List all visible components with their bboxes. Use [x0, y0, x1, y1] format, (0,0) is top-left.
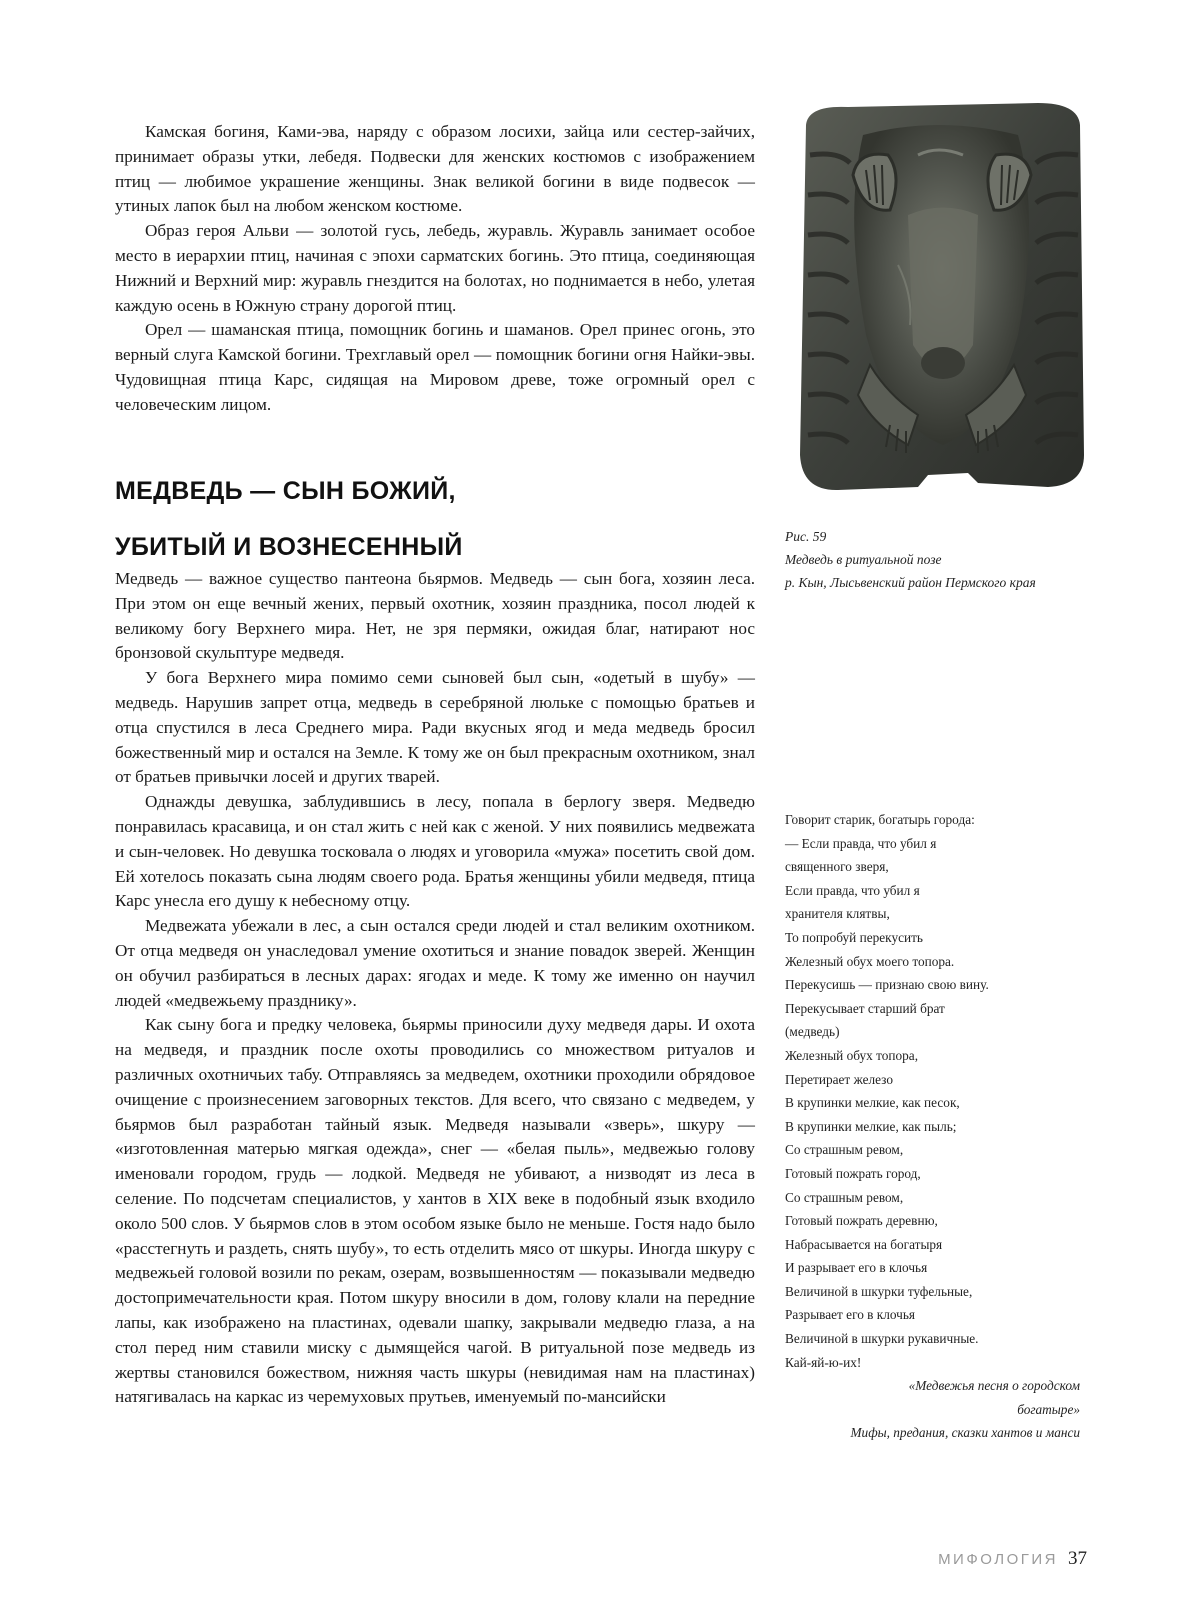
poem-line: В крупинки мелкие, как песок, — [785, 1095, 960, 1111]
poem-line: Со страшным ревом, — [785, 1189, 904, 1205]
poem-line: То попробуй перекусить — [785, 929, 924, 945]
paragraph: Как сыну бога и предку человека, бьярмы приносили духу медведя дары. И охота на медведя, и праздник после охоты проводились со множеством ритуалов и различных охотничьих табу. Отправляясь за медведем, охотники проходили обрядовое очищение с произнесением заговорных текстов. Для всего, что связано с медведем, у бьярмов был разработан тайный язык. Медведя называли «зверь», шкуру — «изготовленная матерью мягкая одежда», снег — «белая пыль», медвежью голову именовали городом, грудь — лодкой. Медведя не убивают, а низводят из леса в селение. По подсчетам специалистов, у хантов в XIX веке в подобный язык входило около 500 слов. У бьярмов слов в этом особом языке было не меньше. Гостя надо было «расстегнуть и раздеть, снять шубу», то есть отделить мясо от шкуры. Иногда шкуру с медвежьей головой возили по рекам, озерам, возвышенностям — показывали медведю достопримечательности края. Потом шкуру вносили в дом, голову клали на передние лапы, как изображено на пластинах, одевали шапку, закрывали медведю глаза, а на стол перед ним ставили миску с дымящейся чагой. В ритуальной позе медведь из жертвы становился божеством, нижняя часть шкуры (невидимая нам на пластинах) натягивалась на каркас из черемуховых прутьев, именуемый по-мансийски — [115, 1015, 755, 1407]
poem-source-title-cont: богатыре» — [1017, 1401, 1080, 1417]
page-footer — [938, 1548, 1087, 1570]
poem-line: Со страшным ревом, — [785, 1142, 904, 1158]
heading-line-1: МЕДВЕДЬ — СЫН БОЖИЙ, — [115, 477, 456, 505]
body-text — [115, 567, 755, 1410]
poem-line: Говорит старик, богатырь города: — [785, 812, 975, 827]
poem-line: В крупинки мелкие, как пыль; — [785, 1118, 957, 1134]
bear-plate-photo — [778, 95, 1098, 495]
poem-line: Величиной в шкурки рукавичные. — [785, 1331, 979, 1347]
paragraph: Образ героя Альви — золотой гусь, лебедь, журавль. Журавль занимает особое место в иерархии птиц, начиная с эпохи сарматских богинь. Это птица, соединяющая Нижний и Верхний мир: журавль гнездится на болотах, но поднимается в небо, улетая каждую осень в Южную страну дорогой птиц. — [115, 221, 755, 315]
poem-line: — Если правда, что убил я — [785, 835, 937, 851]
poem-line: Готовый пожрать город, — [785, 1165, 921, 1181]
intro-text — [115, 120, 755, 418]
page-number: 37 — [1068, 1548, 1087, 1569]
poem-source-title: «Медвежья песня о городском — [908, 1378, 1080, 1394]
section-name: МИФОЛОГИЯ — [938, 1551, 1058, 1568]
poem-line: Готовый пожрать деревню, — [785, 1213, 938, 1229]
paragraph: Однажды девушка, заблудившись в лесу, попала в берлогу зверя. Медведю понравилась красавица, и он стал жить с ней как с женой. У них появились медвежата и сын-человек. Но девушка тосковала о людях и уговорила «мужа» посетить свой дом. Ей хотелось показать сына людям своего рода. Братья женщины убили медведя, птица Карс унесла его душу к небесному отцу. — [115, 792, 755, 911]
poem-line: Перекусывает старший брат — [785, 1000, 945, 1016]
poem-line: Если правда, что убил я — [785, 882, 920, 898]
paragraph: Камская богиня, Ками-эва, наряду с образом лосихи, зайца или сестер-зайчих, принимает образы утки, лебедя. Подвески для женских костюмов с изображением птиц — любимое украшение женщины. Знак великой богини в виде подвесок — утиных лапок был на любом женском костюме. — [115, 122, 755, 216]
poem-line: Разрывает его в клочья — [785, 1307, 916, 1323]
heading-line-2: УБИТЫЙ И ВОЗНЕСЕННЫЙ — [115, 533, 463, 561]
poem-sidebar — [785, 808, 1105, 1445]
poem-line: Кай-яй-ю-их! — [785, 1354, 862, 1370]
poem-line: священного зверя, — [785, 859, 889, 875]
figure-number: Рис. 59 — [785, 529, 827, 544]
poem-line: Железный обух топора, — [785, 1047, 919, 1063]
poem-line: Железный обух моего топора. — [785, 953, 955, 969]
paragraph: Медвежата убежали в лес, а сын остался среди людей и стал великим охотником. От отца медведя он унаследовал умение охотиться и знание повадок зверей. Женщин он обучил разбираться в лесных дарах: ягодах и меде. К тому же именно он научил людей «медвежьему празднику». — [115, 916, 755, 1010]
poem-line: Перекусишь — признаю свою вину. — [785, 977, 989, 993]
poem-source-book: Мифы, предания, сказки хантов и манси — [850, 1425, 1080, 1441]
poem-line: хранителя клятвы, — [785, 906, 890, 922]
figure-title: Медведь в ритуальной позе — [785, 552, 942, 567]
figure-caption — [785, 525, 1115, 594]
poem-line: Набрасывается на богатыря — [785, 1236, 943, 1252]
paragraph: Медведь — важное существо пантеона бьярмов. Медведь — сын бога, хозяин леса. При этом он еще вечный жених, первый охотник, хозяин праздника, посол людей к великому богу Верхнего мира. Нет, не зря пермяки, ожидая благ, натирают нос бронзовой скульптуре медведя. — [115, 569, 755, 663]
figure-place: р. Кын, Лысьвенский район Пермского края — [785, 575, 1036, 590]
poem-line: Величиной в шкурки туфельные, — [785, 1283, 973, 1299]
paragraph: Орел — шаманская птица, помощник богинь и шаманов. Орел принес огонь, это верный слуга Камской богини. Трехглавый орел — помощник богини огня Найки-эвы. Чудовищная птица Карс, сидящая на Мировом древе, тоже огромный орел с человеческим лицом. — [115, 320, 755, 414]
poem-line: (медведь) — [785, 1024, 840, 1040]
paragraph: У бога Верхнего мира помимо семи сыновей был сын, «одетый в шубу» — медведь. Нарушив запрет отца, медведь в серебряной люльке с помощью братьев и отца спустился в леса Среднего мира. Ради вкусных ягод и меда медведь бросил божественный мир и остался на Земле. К тому же он был прекрасным охотником, знал от братьев привычки лосей и других тварей. — [115, 668, 755, 787]
poem-line: И разрывает его в клочья — [785, 1260, 928, 1276]
poem-line: Перетирает железо — [785, 1071, 894, 1087]
section-heading — [115, 470, 735, 568]
